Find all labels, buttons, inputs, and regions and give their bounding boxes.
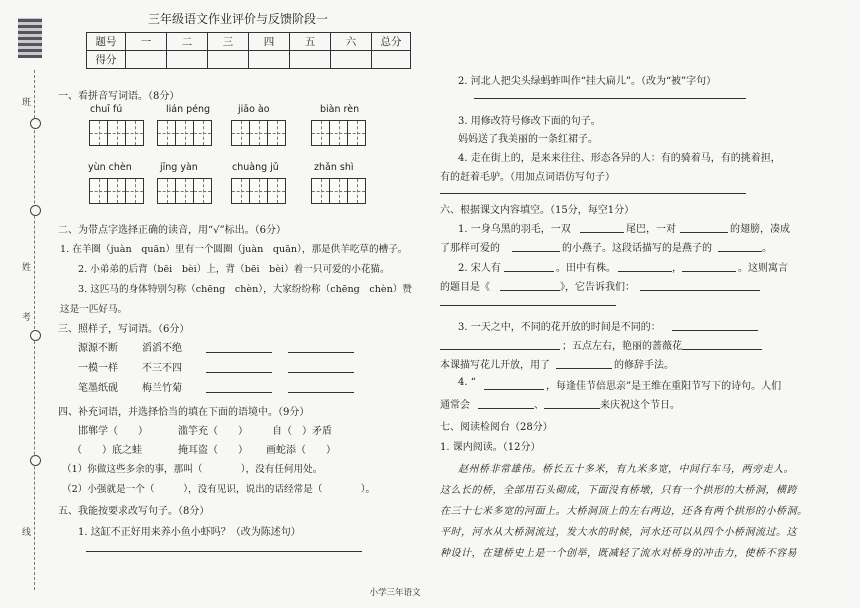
flag-logo [18,18,42,58]
question-text: 3. 一天之中，不同的花开放的时间是不同的： [458,322,661,333]
score-cell[interactable] [167,51,208,69]
answer-blank[interactable] [680,232,728,233]
question-text: 2. 宋人有 [458,263,501,274]
score-header-cell: 二 [167,33,208,51]
answer-blank[interactable] [440,349,560,350]
example-word: 源源不断 [78,343,118,354]
binding-hole [30,205,41,216]
example-word: 不三不四 [142,363,182,374]
question-text: ；五点左右，艳丽的蔷薇花 [562,341,682,352]
idiom-blank[interactable]: 滥竽充（ ） [178,426,248,437]
idiom-blank[interactable]: 自（ ）矛盾 [272,426,332,437]
question-text: 。田中有株。 [556,263,616,274]
pinyin: chuī fú [90,104,123,115]
passage-line: 种设计，在建桥史上是一个创举，既减轻了流水对桥身的冲击力，使桥不容易 [440,548,797,559]
answer-blank[interactable] [500,290,560,291]
answer-blank[interactable] [504,271,554,272]
question-text: 》，它告诉我们： [560,282,635,293]
answer-blank[interactable] [288,352,354,353]
example-word: 梅兰竹菊 [142,383,182,394]
answer-blank[interactable] [580,232,624,233]
question-line: 3. 这匹马的身体特别匀称（chēng chèn），大家纷纷称（chēng chèn）赞 [78,284,412,295]
score-cell[interactable] [290,51,331,69]
score-header-cell: 题号 [87,33,126,51]
score-header-cell: 总分 [372,33,411,51]
section-2-heading: 二、为带点字选择正确的读音，用“√”标出。（6分） [58,225,286,236]
question-text: 4. “ [458,377,476,388]
question-line: 3. 用修改符号修改下面的句子。 [458,116,601,127]
section-6-heading: 六、根据课文内容填空。（15分，每空1分） [440,205,635,216]
question-line: 有的赶着毛驴。（用加点词语仿写句子） [440,172,615,183]
passage-line: 赵州桥非常雄伟。桥长五十多米，有九米多宽，中间行车马，两旁走人。 [458,464,794,475]
question-text: 本课描写花儿开放，用了 [440,360,550,371]
question-line: 2. 河北人把尖头绿蚂蚱叫作“挂大扁儿”。（改为“被”字句） [458,76,717,87]
idiom-blank[interactable]: （ ）底之蛙 [72,445,142,456]
score-header-cell: 五 [290,33,331,51]
answer-blank[interactable] [440,305,616,306]
question-text: 1. 一身乌黑的羽毛，一双 [458,224,571,235]
writing-grid[interactable] [232,178,286,204]
score-table [86,32,411,69]
page-title: 三年级语文作业评价与反馈阶段一 [147,12,328,26]
question-text: 。 [762,243,772,254]
writing-grid[interactable] [158,178,212,204]
question-text: 的翅膀，凑成 [730,224,790,235]
question-line: 4. 走在街上的，是来来往往、形态各异的人：有的骑着马，有的挑着担， [458,153,781,164]
idiom-blank[interactable]: 邯郸学（ ） [78,426,148,437]
answer-blank[interactable] [640,290,760,291]
side-label: 线 [22,528,32,538]
answer-blank[interactable] [672,330,758,331]
answer-blank[interactable] [556,368,612,369]
subsection-heading: 1. 课内阅读。（12分） [440,442,541,453]
pinyin: lián péng [166,104,211,115]
answer-blank[interactable] [206,392,272,393]
question-text: ， [672,263,682,274]
section-5-heading: 五、我能按要求改写句子。（8分） [58,506,210,517]
score-header-cell: 六 [331,33,372,51]
answer-blank[interactable] [288,392,354,393]
writing-grid[interactable] [90,120,144,146]
score-cell[interactable] [331,51,372,69]
pinyin: biàn rèn [320,104,360,115]
question-line: 2. 小弟弟的后背（bēi bèi）上，背（bēi bèi）着一只可爱的小花猫。 [78,264,390,275]
side-label: 姓 [22,263,32,273]
section-4-heading: 四、补充词语，并选择恰当的填在下面的语境中。（9分） [58,407,310,418]
answer-blank[interactable] [440,193,746,194]
answer-blank[interactable] [512,251,560,252]
question-text: 通常会 [440,400,470,411]
question-line: 妈妈送了我美丽的一条红裙子。 [458,134,598,145]
answer-blank[interactable] [484,389,544,390]
answer-blank[interactable] [474,98,746,99]
pinyin: yùn chèn [88,162,132,173]
question-text: 的小燕子。这段话描写的是燕子的 [562,243,712,254]
answer-blank[interactable] [682,349,762,350]
passage-line: 平时，河水从大桥洞流过，发大水的时候，河水还可以从四个小桥洞流过。这 [440,527,797,538]
pinyin: zhǎn shì [314,162,354,173]
section-7-heading: 七、阅读检阅台（28分） [440,422,553,433]
passage-line: 在三十七米多宽的河面上。大桥洞顶上的左右两边，还各有两个拱形的小桥洞。 [440,506,808,517]
score-cell[interactable] [126,51,167,69]
answer-blank[interactable] [206,372,272,373]
answer-blank[interactable] [718,251,762,252]
question-text: 、 [534,400,544,411]
answer-blank[interactable] [682,271,736,272]
writing-grid[interactable] [158,120,212,146]
writing-grid[interactable] [312,120,366,146]
score-header-cell: 三 [208,33,249,51]
question-text: 的题目是《 [440,282,490,293]
question-line: 1. 这缸不正好用来养小鱼小虾吗？（改为陈述句） [78,527,301,538]
page-footer: 小学三年语文 [369,588,421,598]
binding-strip [0,0,46,608]
question-text: 的修辞手法。 [614,360,674,371]
score-cell[interactable] [208,51,249,69]
writing-grid[interactable] [312,178,366,204]
score-row-label: 得分 [87,51,126,69]
idiom-blank[interactable]: 掩耳盗（ ） [178,445,248,456]
question-line: （1）你做这些多余的事，那叫（ ），没有任何用处。 [62,464,323,475]
side-label: 班 [22,98,32,108]
score-header-cell: 四 [249,33,290,51]
example-word: 滔滔不绝 [142,343,182,354]
answer-blank[interactable] [618,271,672,272]
passage-line: 这么长的桥，全部用石头砌成，下面没有桥墩，只有一个拱形的大桥洞，横跨 [440,485,797,496]
question-line: 这是一匹好马。 [60,304,128,315]
binding-hole [30,330,41,341]
binding-hole [30,118,41,129]
pinyin: jiāo ào [238,104,270,115]
answer-blank[interactable] [478,408,534,409]
question-text: 了那样可爱的 [440,243,500,254]
writing-grid[interactable] [90,178,144,204]
example-word: 笔墨纸砚 [78,383,118,394]
section-1-heading: 一、看拼音写词语。（8分） [58,91,180,102]
answer-blank[interactable] [288,372,354,373]
binding-hole [30,455,41,466]
answer-blank[interactable] [206,352,272,353]
question-line: （2）小强就是一个（ ），没有见识，说出的话经常是（ ）。 [62,484,376,495]
question-text: 来庆祝这个节日。 [600,400,680,411]
question-line: 1. 在羊圈（juàn quān）里有一个圆圈（juàn quān），那是供羊吃草的槽子。 [60,244,408,255]
score-cell[interactable] [372,51,411,69]
question-text: 尾巴，一对 [626,224,676,235]
question-text: ，每逢佳节倍思亲”是王维在重阳节写下的诗句。人们 [546,381,782,392]
answer-blank[interactable] [544,408,600,409]
writing-grid[interactable] [232,120,286,146]
idiom-blank[interactable]: 画蛇添（ ） [266,445,336,456]
pinyin: jīng yàn [160,162,198,173]
example-word: 一模一样 [78,363,118,374]
side-label: 考 [22,313,32,323]
question-text: 。这则寓言 [738,263,788,274]
score-header-cell: 一 [126,33,167,51]
pinyin: chuàng jǔ [232,162,279,173]
score-cell[interactable] [249,51,290,69]
section-3-heading: 三、照样子，写词语。（6分） [58,324,190,335]
answer-blank[interactable] [86,551,362,552]
